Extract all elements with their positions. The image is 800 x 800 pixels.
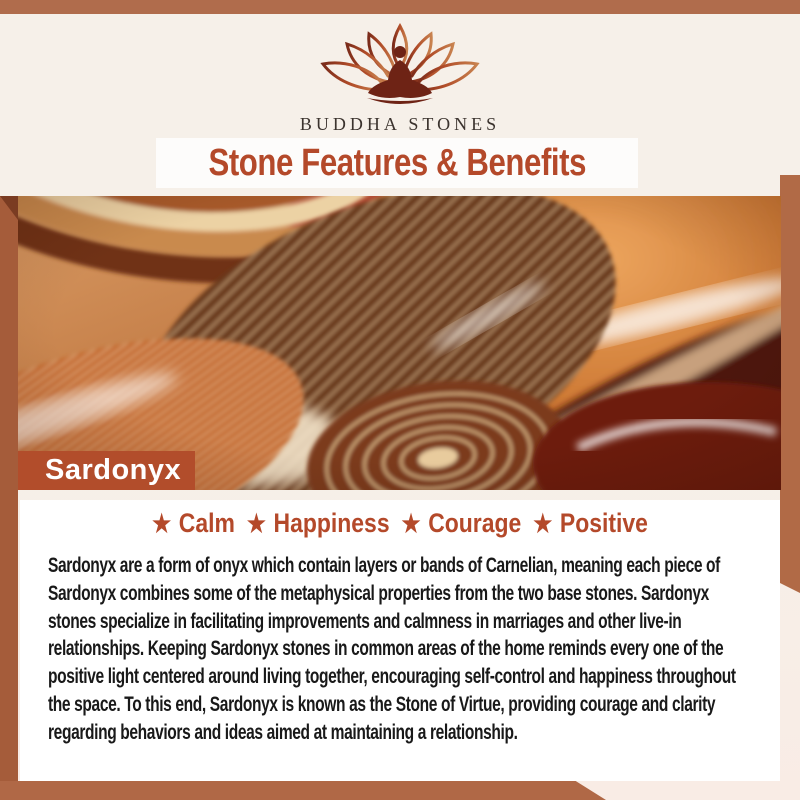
benefit-label: Courage [428,508,522,538]
stone-photo [18,196,781,490]
benefit-item [152,508,235,539]
benefit-label: Happiness [273,508,390,538]
content-panel [20,500,780,781]
star-icon: ★ [246,509,266,538]
right-ribbon [780,175,800,593]
star-icon: ★ [401,509,421,538]
benefits-row [77,508,723,539]
benefit-item [533,508,648,539]
title-band [156,138,638,188]
benefit-label: Positive [559,508,648,538]
page-title: Stone Features & Benefits [208,141,586,184]
left-ribbon [0,196,18,800]
benefit-item [401,508,521,539]
stone-description: Sardonyx are a form of onyx which contain layers or bands of Carnelian, meaning each piece of Sardonyx combines some of the metaphysical properties from the two base stones. Sardonyx stones specialize in facilitating improvements and calmness in marriages and other live-in relationships. Keeping Sardonyx stones in common areas of the home reminds every one of the positive light centered around living together, encouraging self-control and happiness throughout the space. To this end, Sardonyx is known as the Stone of Virtue, providing courage and clarity regarding behaviors and ideas aimed at maintaining a relationship. [48,554,736,744]
star-icon: ★ [152,509,172,538]
star-icon: ★ [533,509,553,538]
benefit-label: Calm [178,508,235,538]
stone-name-label: Sardonyx [18,451,195,490]
top-accent-bar [0,0,800,14]
benefit-item [247,508,390,539]
brand-logo [0,20,800,135]
bottom-ribbon [0,781,606,800]
lotus-meditation-icon [315,20,485,112]
stone-photo-art [18,196,781,490]
brand-name: BUDDHA STONES [299,114,501,134]
